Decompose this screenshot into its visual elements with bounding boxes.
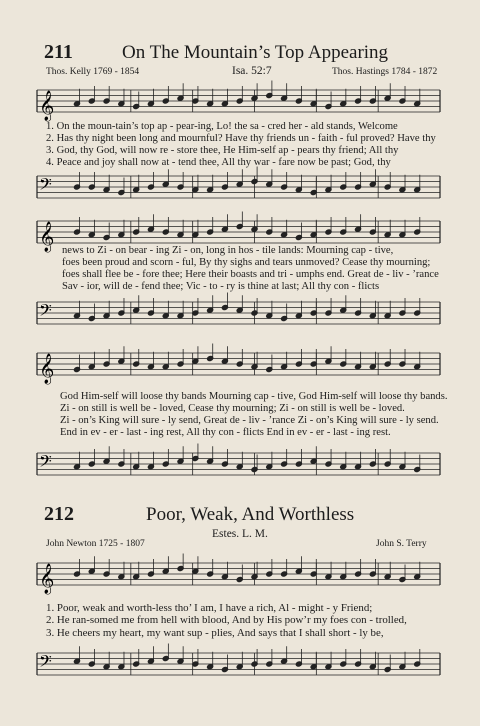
lyric-line: foes shall flee be - fore thee; Here their boasts and tri - umphs end. Great de - liv - ’rance — [62, 269, 439, 281]
music-staff — [0, 294, 480, 334]
lyric-line: 3. God, thy God, will now re - store thee, He Him-self ap - pears thy friend; All thy — [46, 145, 399, 157]
treble-clef-icon: 𝄞 — [39, 222, 55, 252]
composer-credit: Thos. Hastings 1784 - 1872 — [332, 67, 438, 77]
hymn-title: On The Mountain’s Top Appearing — [122, 42, 389, 63]
music-staff — [0, 445, 480, 485]
lyric-line: 4. Peace and joy shall now at - tend thee, All thy war - fare now be past; God, thy — [46, 157, 391, 169]
lyrics-block — [62, 245, 439, 293]
music-staff — [0, 555, 480, 595]
treble-clef-icon: 𝄞 — [39, 564, 55, 594]
lyric-line: 2. Has thy night been long and mournful? Have thy friends un - faith - ful proved? Have thy — [46, 133, 436, 145]
bass-clef-icon: 𝄢 — [39, 451, 52, 475]
hymn-number: 211 — [44, 41, 73, 63]
tune-name: Estes. L. M. — [212, 528, 268, 540]
music-staff — [0, 168, 480, 208]
hymn-number: 212 — [44, 503, 74, 525]
author-credit: Thos. Kelly 1769 - 1854 — [46, 67, 140, 77]
lyric-line: 3. He cheers my heart, my want sup - plies, And says that I shall short - ly be, — [46, 626, 384, 639]
lyric-line: Zi - on’s King will sure - ly send, Great de - liv - ’rance Zi - on’s King will sure - ly send. — [60, 415, 439, 427]
music-staff — [0, 82, 480, 122]
bass-clef-icon: 𝄢 — [39, 174, 52, 198]
author-credit: John Newton 1725 - 1807 — [46, 539, 145, 549]
lyric-line: 2. He ran-somed me from hell with blood, And by His pow’r my foes con - trolled, — [46, 614, 407, 627]
bass-clef-icon: 𝄢 — [39, 651, 52, 675]
lyric-line: End in ev - er - last - ing rest, All thy con - flicts End in ev - er - last - ing rest. — [60, 427, 391, 439]
treble-clef-icon: 𝄞 — [39, 91, 55, 121]
lyric-line: God Him-self will loose thy bands Mourning cap - tive, God Him-self will loose thy bands. — [60, 391, 448, 402]
lyrics-block — [46, 602, 407, 639]
lyric-line: 1. Poor, weak and worth-less tho’ I am, I have a rich, Al - might - y Friend; — [46, 602, 373, 614]
lyrics-block — [60, 391, 448, 439]
composer-credit: John S. Terry — [376, 539, 427, 549]
music-staff — [0, 345, 480, 385]
lyrics-block — [46, 121, 436, 169]
lyric-line: news to Zi - on bear - ing Zi - on, long in hos - tile lands: Mourning cap - tive, — [62, 245, 394, 256]
lyric-line: 1. On the moun-tain’s top ap - pear-ing, Lo! the sa - cred her - ald stands, Welcome — [46, 121, 398, 132]
lyric-line: foes been proud and scorn - ful, By thy sighs and tears unmoved? Cease thy mourning; — [62, 257, 431, 269]
hymn-title: Poor, Weak, And Worthless — [146, 504, 355, 525]
music-staff — [0, 645, 480, 685]
bass-clef-icon: 𝄢 — [39, 300, 52, 324]
scripture-reference: Isa. 52:7 — [232, 65, 272, 77]
treble-clef-icon: 𝄞 — [39, 354, 55, 384]
lyric-line: Zi - on still is well be - loved, Cease thy mourning; Zi - on still is well be - loved. — [60, 403, 405, 415]
lyric-line: Sav - ior, will de - fend thee; Vic - to - ry is thine at last; All thy con - flicts — [62, 281, 380, 293]
